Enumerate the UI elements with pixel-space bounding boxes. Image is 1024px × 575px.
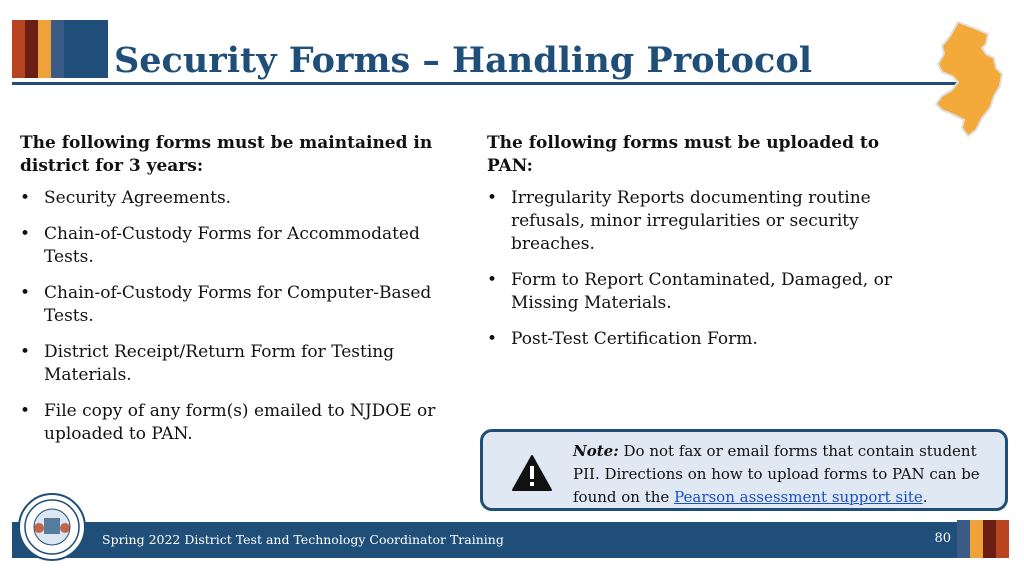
footer-bar (12, 522, 957, 558)
pearson-support-site-link[interactable]: Pearson assessment support site (674, 488, 923, 506)
note-label: Note: (573, 442, 619, 460)
footer-color-stripes (957, 520, 1009, 558)
bullet: • (487, 270, 498, 290)
title-underline (12, 82, 967, 85)
warning-icon (511, 454, 553, 492)
note-box (480, 429, 1008, 511)
new-jersey-map-icon (928, 18, 1008, 140)
list-item: • Security Agreements. (20, 188, 232, 208)
left-column-heading: The following forms must be maintained in district for 3 years: (20, 133, 433, 176)
page-title: Security Forms – Handling Protocol (114, 40, 812, 81)
footer-text: Spring 2022 District Test and Technology Coordinator Training (102, 532, 504, 547)
bullet: • (20, 342, 31, 362)
list-item: • Irregularity Reports documenting routine refusals, minor irregularities or security breaches. (487, 188, 871, 254)
list-item: • File copy of any form(s) emailed to NJDOE or uploaded to PAN. (20, 401, 436, 444)
list-item: • Chain-of-Custody Forms for Computer-Based Tests. (20, 283, 432, 326)
right-column-heading: The following forms must be uploaded to PAN: (487, 133, 880, 176)
header-color-stripes (12, 20, 108, 78)
page-number: 80 (934, 531, 951, 546)
note-text: Note: Do not fax or email forms that contain student PII. Directions on how to upload forms to PAN can be found on the Pearson assessment support site. (573, 442, 980, 506)
bullet: • (487, 329, 498, 349)
right-column (487, 132, 927, 364)
left-column (20, 132, 460, 459)
bullet: • (20, 188, 31, 208)
list-item: • Form to Report Contaminated, Damaged, or Missing Materials. (487, 270, 892, 313)
bullet: • (20, 283, 31, 303)
left-bullet-list (20, 187, 460, 446)
list-item: • District Receipt/Return Form for Testing Materials. (20, 342, 395, 385)
bullet: • (20, 224, 31, 244)
right-bullet-list (487, 187, 927, 351)
nj-department-of-education-seal (17, 492, 87, 562)
bullet: • (487, 188, 498, 208)
bullet: • (20, 401, 31, 421)
list-item: • Post-Test Certification Form. (487, 329, 758, 349)
list-item: • Chain-of-Custody Forms for Accommodated Tests. (20, 224, 420, 267)
